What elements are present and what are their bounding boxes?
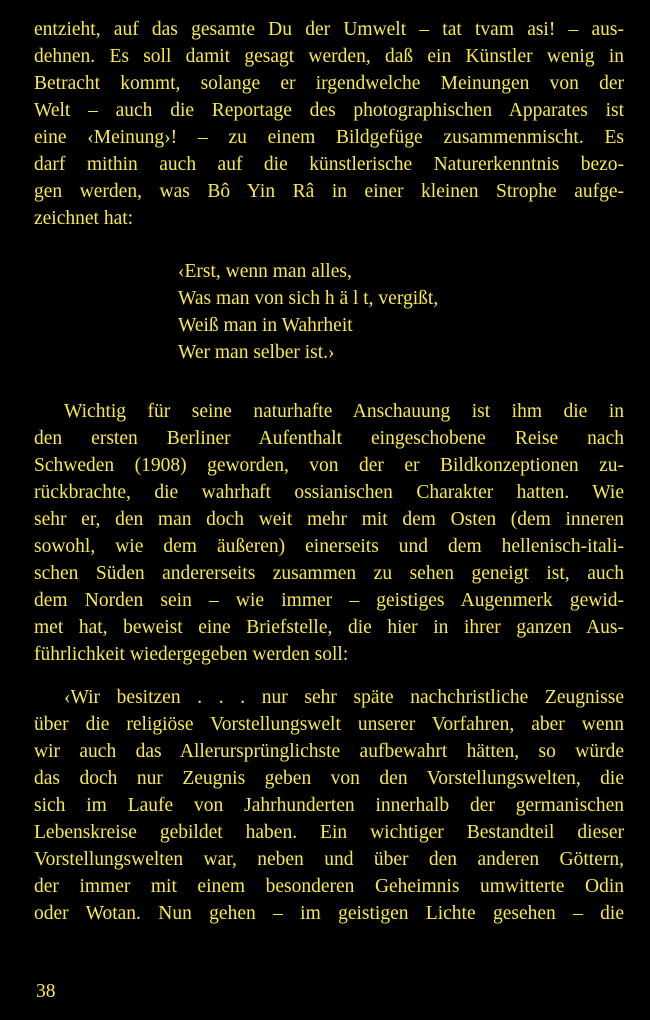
text-line: darf mithin auch auf die künstlerische Naturerkenntnis bezo- [34,154,624,175]
text-line: sowohl, wie dem äußeren) einerseits und dem hellenisch-itali- [34,536,624,557]
text-line: eine ‹Meinung›! – zu einem Bildgefüge zusammenmischt. Es [34,127,624,148]
paragraph-2 [34,398,624,668]
text-line: über die religiöse Vorstellungswelt unserer Vorfahren, aber wenn [34,714,624,735]
text-line: Wichtig für seine naturhafte Anschauung ist ihm die in [64,401,624,422]
text-line: Vorstellungswelten war, neben und über den anderen Göttern, [34,849,624,870]
text-line: gen werden, was Bô Yin Râ in einer kleinen Strophe aufge- [34,181,624,202]
text-line: führlichkeit wiedergegeben werden soll: [34,644,349,665]
text-line: der immer mit einem besonderen Geheimnis umwitterte Odin [34,876,624,897]
text-line: dem Norden sein – wie immer – geistiges Augenmerk gewid- [34,590,624,611]
text-line: Betracht kommt, solange er irgendwelche Meinungen von der [34,73,624,94]
text-line: ‹Wir besitzen . . . nur sehr späte nachchristliche Zeugnisse [64,687,624,708]
paragraph-3-quote [34,684,624,927]
text-line: sich im Laufe von Jahrhunderten innerhalb der germanischen [34,795,624,816]
text-line: entzieht, auf das gesamte Du der Umwelt – tat tvam asi! – aus- [34,19,624,40]
paragraph-1 [34,16,624,232]
verse-line: ‹Erst, wenn man alles, [178,261,352,282]
text-line: schen Süden andererseits zusammen zu sehen geneigt ist, auch [34,563,624,584]
verse-line: Wer man selber ist.› [178,342,335,363]
text-line: das doch nur Zeugnis geben von den Vorstellungswelten, die [34,768,624,789]
text-line: oder Wotan. Nun gehen – im geistigen Lichte gesehen – die [34,903,624,924]
verse-quote [178,258,438,366]
text-line: dehnen. Es soll damit gesagt werden, daß ein Künstler wenig in [34,46,624,67]
text-line: Welt – auch die Reportage des photographischen Apparates ist [34,100,624,121]
text-line: den ersten Berliner Aufenthalt eingeschobene Reise nach [34,428,624,449]
text-line: rückbrachte, die wahrhaft ossianischen Charakter hatten. Wie [34,482,624,503]
text-line: Lebenskreise gebildet haben. Ein wichtiger Bestandteil dieser [34,822,624,843]
text-line: met hat, beweist eine Briefstelle, die hier in ihrer ganzen Aus- [34,617,624,638]
text-line: Schweden (1908) geworden, von der er Bildkonzeptionen zu- [34,455,624,476]
text-line: sehr er, den man doch weit mehr mit dem Osten (dem inneren [34,509,624,530]
text-line: wir auch das Allerursprünglichste aufbewahrt hätten, so würde [34,741,624,762]
page-number: 38 [36,981,56,1002]
verse-line: Weiß man in Wahrheit [178,315,353,336]
text-line: zeichnet hat: [34,208,134,229]
verse-line: Was man von sich h ä l t, vergißt, [178,288,439,309]
